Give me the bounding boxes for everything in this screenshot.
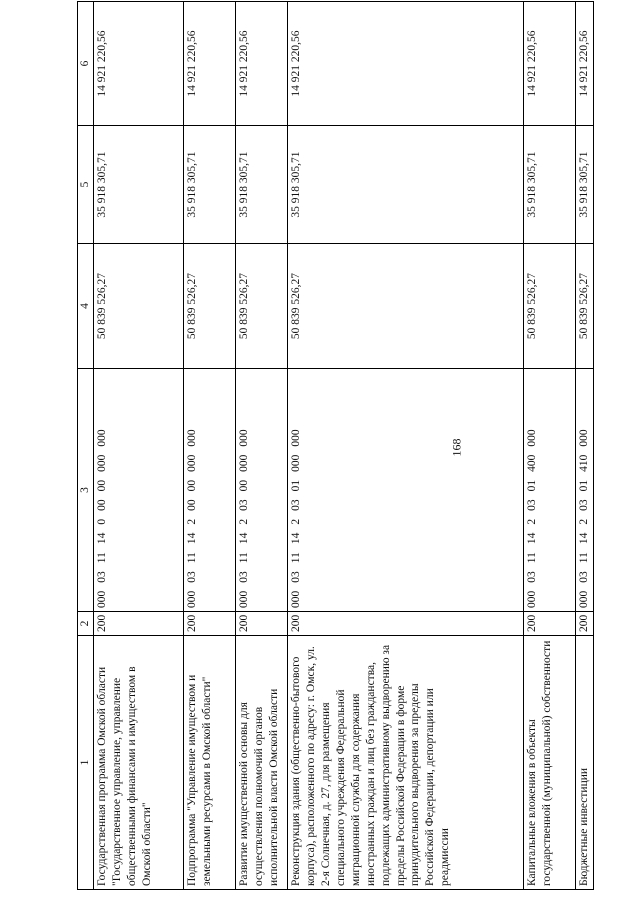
row-name: Подпрограмма "Управление имуществом и земельными ресурсами в Омской области" (183, 636, 235, 890)
row-v4: 50 839 526,27 (93, 244, 183, 369)
row-v5: 35 918 305,71 (523, 126, 575, 244)
rotated-page-content (77, 2, 602, 890)
row-code (575, 369, 593, 612)
code-part: 00 (95, 499, 108, 511)
row-v4: 50 839 526,27 (287, 244, 523, 369)
page-number: 168 (449, 438, 464, 457)
row-v4: 50 839 526,27 (523, 244, 575, 369)
code-part: 2 (289, 518, 302, 525)
code-part: 01 (289, 479, 302, 492)
table-row (523, 2, 575, 890)
table-row (93, 2, 183, 890)
code-part: 14 (289, 532, 302, 545)
row-v6: 14 921 220,56 (287, 2, 523, 126)
code-part: 14 (237, 532, 250, 545)
header-cell: 3 (78, 369, 94, 612)
row-code (93, 369, 183, 612)
row-v5: 35 918 305,71 (235, 126, 287, 244)
table-row (287, 2, 523, 890)
row-name: Реконструкция здания (общественно-бытового корпуса), расположенного по адресу: г. Омск, ул. 2-я Солнечная, д. 27, для размещения специального учреждения Федеральной миграционной службы для содержания иностранных граждан и лиц без гражданства, подлежащих административному выдворению за пределы Российской Федерации в форме принудительного выдворения за пределы Российской Федерации, депортации или реадмиссии (287, 636, 523, 890)
code-part: 000 (185, 454, 198, 472)
row-v6: 14 921 220,56 (575, 2, 593, 126)
code-part: 00 (95, 479, 108, 492)
code-part: 11 (237, 552, 250, 564)
code-part: 000 (185, 429, 198, 447)
row-col2: 200 (93, 612, 183, 636)
row-code (523, 369, 575, 612)
code-part: 03 (289, 571, 302, 583)
code-part: 03 (577, 499, 590, 511)
row-v4: 50 839 526,27 (575, 244, 593, 369)
code-part: 11 (95, 552, 108, 564)
code-part: 03 (289, 499, 302, 511)
code-part: 000 (237, 454, 250, 472)
code-part: 03 (185, 571, 198, 583)
code-part: 410 (577, 454, 590, 472)
code-part: 03 (577, 571, 590, 583)
code-part: 000 (95, 429, 108, 447)
header-cell: 2 (78, 612, 94, 636)
header-cell: 1 (78, 636, 94, 890)
row-col2: 200 (523, 612, 575, 636)
row-v5: 35 918 305,71 (183, 126, 235, 244)
code-part: 14 (577, 532, 590, 545)
table-header-row (78, 2, 94, 890)
table-row (235, 2, 287, 890)
row-v5: 35 918 305,71 (287, 126, 523, 244)
code-part: 2 (577, 518, 590, 525)
code-part: 000 (525, 429, 538, 447)
code-part: 000 (577, 429, 590, 447)
row-code (287, 369, 523, 612)
code-part: 000 (95, 454, 108, 472)
code-part: 000 (95, 590, 108, 608)
row-name: Капитальные вложения в объекты государственной (муниципальной) собственности (523, 636, 575, 890)
code-part: 00 (237, 479, 250, 492)
code-part: 2 (185, 518, 198, 525)
code-part: 400 (525, 454, 538, 472)
row-v6: 14 921 220,56 (93, 2, 183, 126)
row-v4: 50 839 526,27 (183, 244, 235, 369)
code-part: 14 (525, 532, 538, 545)
row-v5: 35 918 305,71 (575, 126, 593, 244)
row-name: Развитие имущественной основы для осуществления полномочий органов исполнительной власти Омской области (235, 636, 287, 890)
code-part: 01 (525, 479, 538, 492)
row-v6: 14 921 220,56 (235, 2, 287, 126)
code-part: 2 (237, 518, 250, 525)
code-part: 000 (237, 590, 250, 608)
code-part: 03 (525, 571, 538, 583)
code-part: 00 (185, 479, 198, 492)
row-name: Государственная программа Омской области "Государственное управление, управление общественными финансами и имуществом в Омской области" (93, 636, 183, 890)
row-v5: 35 918 305,71 (93, 126, 183, 244)
header-cell: 4 (78, 244, 94, 369)
row-code (183, 369, 235, 612)
code-part: 14 (185, 532, 198, 545)
code-part: 14 (95, 532, 108, 545)
code-part: 000 (525, 590, 538, 608)
code-part: 000 (185, 590, 198, 608)
table-row (183, 2, 235, 890)
code-part: 03 (525, 499, 538, 511)
code-part: 11 (525, 552, 538, 564)
code-part: 03 (95, 571, 108, 583)
code-part: 0 (95, 518, 108, 525)
header-cell: 5 (78, 126, 94, 244)
header-cell: 6 (78, 2, 94, 126)
code-part: 2 (525, 518, 538, 525)
row-col2: 200 (183, 612, 235, 636)
row-name: Бюджетные инвестиции (575, 636, 593, 890)
code-part: 01 (577, 479, 590, 492)
code-part: 11 (577, 552, 590, 564)
row-col2: 200 (235, 612, 287, 636)
code-part: 00 (185, 499, 198, 511)
code-part: 03 (237, 571, 250, 583)
code-part: 11 (289, 552, 302, 564)
row-v6: 14 921 220,56 (183, 2, 235, 126)
row-col2: 200 (287, 612, 523, 636)
code-part: 000 (237, 429, 250, 447)
row-v6: 14 921 220,56 (523, 2, 575, 126)
code-part: 000 (289, 590, 302, 608)
code-part: 000 (289, 429, 302, 447)
code-part: 03 (237, 499, 250, 511)
row-col2: 200 (575, 612, 593, 636)
code-part: 11 (185, 552, 198, 564)
table-row (575, 2, 593, 890)
code-part: 000 (289, 454, 302, 472)
row-v4: 50 839 526,27 (235, 244, 287, 369)
row-code (235, 369, 287, 612)
budget-table (77, 1, 594, 890)
code-part: 000 (577, 590, 590, 608)
